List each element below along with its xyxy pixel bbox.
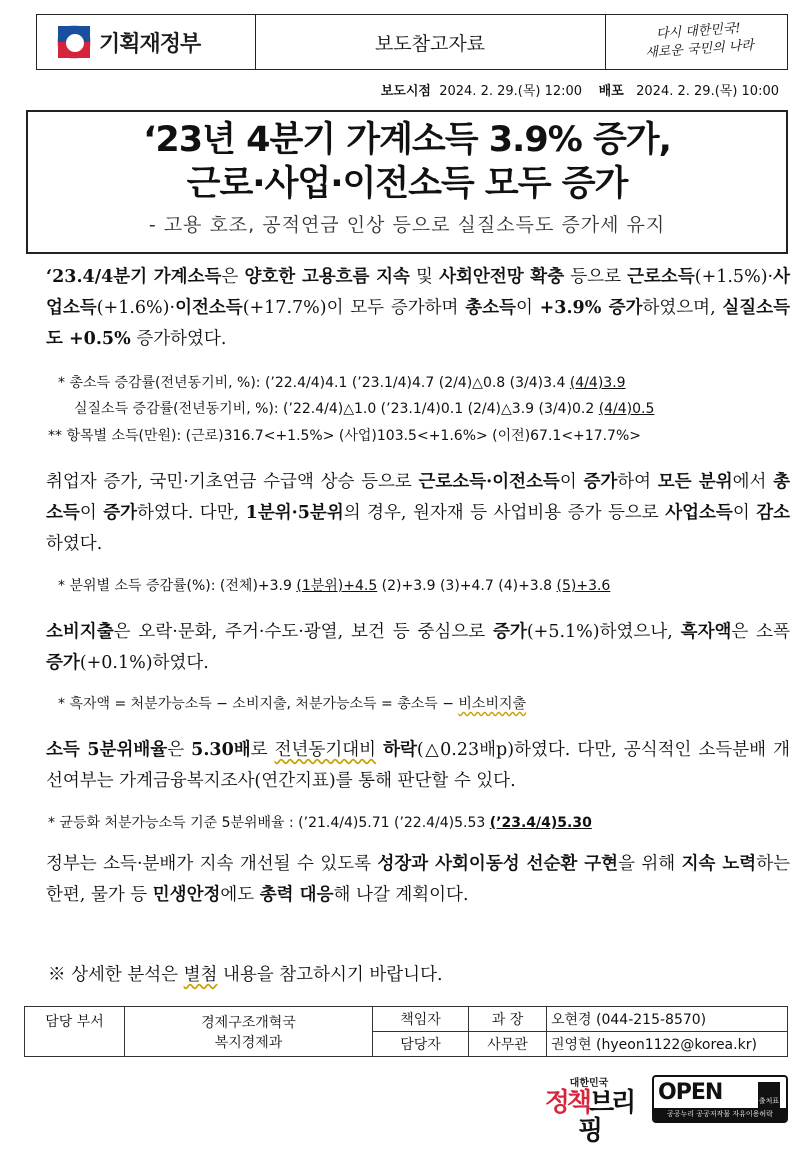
headline-line-1: ‘23년 4분기 가계소득 3.9% 증가, [143,120,671,160]
note-real-income [74,398,654,420]
p2-f: 모든 분위 [657,472,733,492]
p5-g: 에도 [220,885,260,905]
note-surplus [58,693,526,715]
p5-f: 민생안정 [152,885,221,905]
p4-c: 5.30배 [191,740,251,760]
p3-h: (+0.1%)하였다. [79,653,209,673]
p1-f: 등으로 [564,267,628,287]
subtitle: - 고용 호조, 공적연금 인상 등으로 실질소득도 증가세 유지 [148,214,666,236]
p2-q: 하였다. [46,534,103,554]
p6-a: 상세한 분석은 [65,965,184,985]
brief-big [534,1089,644,1145]
embargo-value: 2024. 2. 29.(목) 12:00 [439,84,583,99]
p2-a: 취업자 증가, 국민·기초연금 수급액 상승 등으로 [46,472,419,492]
p1-a: ‘23.4/4분기 가계소득 [46,267,222,287]
slogan-line-2: 새로운 국민의 나라 [644,38,755,61]
p3-a: 소비지출 [46,622,114,642]
dept-name [125,1007,373,1057]
p3-d: (+5.1%)하였으나, [526,622,681,642]
p1-o: +3.9% 증가 [539,298,643,318]
note-r-b: (’23.4/4)5.30 [489,815,592,831]
policy-briefing-logo [534,1074,644,1145]
p2-o: 이 [732,503,757,523]
p5-i: 해 나갈 계획이다. [333,885,469,905]
p1-h: (+1.5%)· [694,267,774,287]
role-manager: 책임자 [373,1007,469,1032]
note1-prefix: * 총소득 증감률(전년동기비, %): (’22.4/4)4.1 (’23.1/4)4.7 (2/4)△0.8 (3/4)3.4 [58,375,570,391]
p2-h: 총소득 [46,472,791,523]
open-caption: 공공누리 공공저작물 자유이용허락 [654,1108,786,1121]
p2-n: 사업소득 [665,503,733,523]
note1-last: (4/4)3.9 [569,375,626,391]
note-quintile-ratio [48,812,592,834]
contact-table [24,1006,788,1057]
p5-h: 총력 대응 [259,885,334,905]
dept-line-2: 복지경제과 [214,1034,283,1051]
p3-c: 증가 [493,622,527,642]
contact-manager: 오현경 (044-215-8570) [547,1007,788,1032]
slogan [608,17,790,65]
taegeuk-icon [57,25,91,59]
paragraph-consumption [22,617,790,679]
dept-label: 담당 부서 [25,1007,125,1057]
distribute-value: 2024. 2. 29.(목) 10:00 [636,84,779,99]
headline [28,118,786,206]
p2-b: 근로소득·이전소득 [418,472,560,492]
note-q-a: * 분위별 소득 증감률(%): (전체)+3.9 [58,578,297,594]
note-quintile-growth [58,575,610,597]
note-item-income: ** 항목별 소득(만원): (근로)316.7<+1.5%> (사업)103.5<+1.6%> (이전)67.1<+17.7%> [48,428,641,444]
p2-i: 이 [79,503,104,523]
note2-prefix: 실질소득 증감률(전년동기비, %): (’22.4/4)△1.0 (’23.1/4)0.1 (2/4)△3.9 (3/4)0.2 [74,401,599,417]
header-box [36,14,788,70]
note-s-b: 비소비지출 [458,696,527,712]
p2-c: 이 [559,472,584,492]
p4-b: 은 [167,740,192,760]
paragraph-government [22,849,790,911]
p4-e: 전년동기대비 [274,740,377,760]
p5-a: 정부는 소득·분배가 지속 개선될 수 있도록 [46,854,378,874]
p5-b: 성장과 사회이동성 선순환 구현 [377,854,619,874]
doc-type: 보도참고자료 [374,33,486,55]
p1-q: 실질소득도 +0.5% [46,298,791,349]
attribution-icon: 출처표시 [758,1082,780,1108]
p4-h: (△0.23배p)하였다. 다만, 공식적인 소득분배 개선여부는 가계금융복지조사(연간지표)를 통해 판단할 수 있다. [46,740,791,791]
paragraph-quintile [22,467,790,560]
note-r-a: * 균등화 처분가능소득 기준 5분위배율 : (’21.4/4)5.71 (’22.4/4)5.53 [48,815,490,831]
paragraph-reference [22,960,790,991]
open-text: OPEN [658,1080,723,1105]
p1-e: 사회안전망 확충 [439,267,565,287]
p2-j: 증가 [103,503,138,523]
p1-j: (+1.6%)· [96,298,176,318]
p1-b: 은 [221,267,245,287]
p5-d: 지속 노력 [681,854,757,874]
p1-l: (+17.7%)이 모두 증가하며 [242,298,466,318]
role-staff: 담당자 [373,1032,469,1057]
title-box [26,110,788,254]
release-info [381,80,779,99]
p1-r: 증가하였다. [130,329,227,349]
p5-c: 을 위해 [618,854,682,874]
p1-c: 양호한 고용흐름 지속 [244,267,410,287]
p2-p: 감소 [756,503,791,523]
p2-k: 하였다. 다만, [137,503,246,523]
p2-g: 에서 [732,472,774,492]
p1-m: 총소득 [465,298,516,318]
title-staff: 사무관 [469,1032,547,1057]
p2-d: 증가 [583,472,618,492]
brief-big-2: 브리핑 [577,1088,634,1146]
p3-b: 은 오락·문화, 주거·수도·광열, 보건 등 중심으로 [113,622,494,642]
p1-k: 이전소득 [175,298,243,318]
ministry-name: 기획재정부 [99,31,201,57]
title-manager: 과 장 [469,1007,547,1032]
p2-e: 하여 [617,472,658,492]
headline-line-2: 근로·사업·이전소득 모두 증가 [186,164,628,204]
note-total-income [58,372,626,394]
contact-staff: 권영현 (hyeon1122@korea.kr) [547,1032,788,1057]
p3-f: 은 소폭 [731,622,790,642]
p3-e: 흑자액 [680,622,732,642]
p6-b: 별첨 [183,965,218,985]
p1-d: 및 [409,267,440,287]
p6-c: 내용을 참고하시기 바랍니다. [217,965,443,985]
embargo-label: 보도시점 [380,84,431,99]
paragraph-income [22,262,790,355]
p2-l: 1분위·5분위 [245,503,344,523]
p1-i: 사업소득 [46,267,790,318]
p4-g: 하락 [383,740,417,760]
note-q-c: (2)+3.9 (3)+4.7 (4)+3.8 [377,578,557,594]
brief-big-1: 정책 [544,1088,589,1118]
slogan-line-1: 다시 대한민국! [655,21,742,42]
p1-p: 하였으며, [642,298,723,318]
reference-mark: ※ [48,965,66,985]
note-q-b: (1분위)+4.5 [296,578,378,594]
p2-m: 의 경우, 원자재 등 사업비용 증가 등으로 [343,503,666,523]
p1-g: 근로소득 [627,267,695,287]
p3-g: 증가 [46,653,80,673]
note-q-d: (5)+3.6 [556,578,611,594]
p4-d: 로 [250,740,275,760]
brief-small: 대한민국 [569,1078,609,1089]
distribute-label: 배포 [598,84,624,99]
note-s-a: * 흑자액 = 처분가능소득 − 소비지출, 처분가능소득 = 총소득 − [58,696,459,712]
p4-a: 소득 5분위배율 [46,740,168,760]
paragraph-distribution [22,735,790,797]
dept-line-1: 경제구조개혁국 [201,1014,296,1031]
p5-e: 하는 한편, 물가 등 [46,854,791,905]
ministry-logo [57,25,200,59]
p1-n: 이 [515,298,540,318]
note2-last: (4/4)0.5 [598,401,655,417]
kogl-open-logo [652,1075,788,1143]
